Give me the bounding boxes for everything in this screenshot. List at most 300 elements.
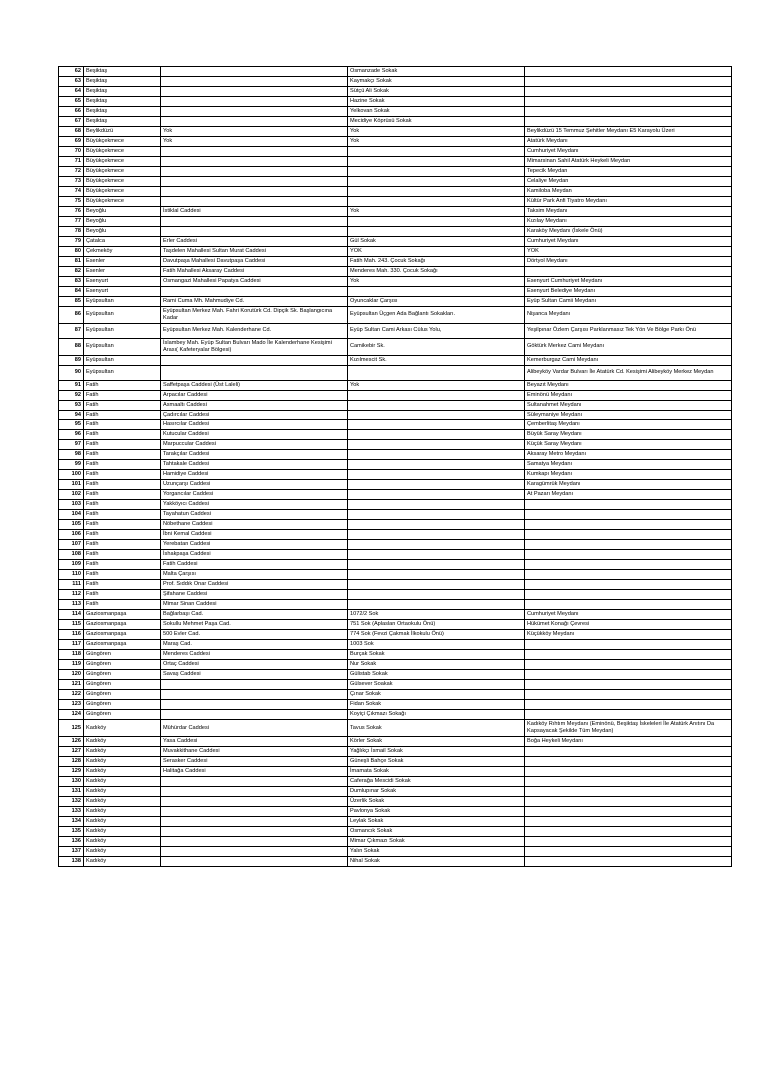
cell-no: 126	[59, 736, 84, 746]
cell-no: 100	[59, 470, 84, 480]
cell-sokak: Camikebir Sk.	[348, 338, 525, 355]
cell-cadde	[161, 806, 348, 816]
table-row	[59, 116, 732, 126]
table-row	[59, 806, 732, 816]
cell-meydan	[525, 700, 732, 710]
table-row	[59, 470, 732, 480]
cell-no: 65	[59, 96, 84, 106]
cell-ilce: Beşiktaş	[84, 86, 161, 96]
cell-ilce: Fatih	[84, 590, 161, 600]
table-row	[59, 630, 732, 640]
cell-no: 95	[59, 420, 84, 430]
cell-no: 122	[59, 690, 84, 700]
cell-no: 62	[59, 67, 84, 77]
cell-cadde	[161, 156, 348, 166]
table-row	[59, 570, 732, 580]
cell-no: 79	[59, 236, 84, 246]
table-row	[59, 540, 732, 550]
table-row	[59, 390, 732, 400]
table-row	[59, 430, 732, 440]
cell-no: 105	[59, 520, 84, 530]
table-row	[59, 96, 732, 106]
cell-cadde: Yakköyıcı Caddesi	[161, 500, 348, 510]
cell-cadde: Mimar Sinan Caddesi	[161, 600, 348, 610]
cell-ilce: Güngören	[84, 690, 161, 700]
table-row	[59, 490, 732, 500]
table-row	[59, 156, 732, 166]
cell-no: 102	[59, 490, 84, 500]
cell-sokak: Mecidiye Köprüsü Sokak	[348, 116, 525, 126]
cell-meydan	[525, 96, 732, 106]
table-row	[59, 355, 732, 365]
cell-ilce: Fatih	[84, 400, 161, 410]
cell-ilce: Kadıköy	[84, 796, 161, 806]
cell-sokak: Üzerlik Sokak	[348, 796, 525, 806]
cell-meydan	[525, 846, 732, 856]
table-row	[59, 67, 732, 77]
cell-no: 90	[59, 365, 84, 380]
cell-meydan: Esenyurt Belediye Meydanı	[525, 286, 732, 296]
table-row	[59, 286, 732, 296]
cell-cadde: Tarakçılar Caddesi	[161, 450, 348, 460]
address-table	[58, 66, 732, 867]
table-row	[59, 256, 732, 266]
cell-cadde	[161, 67, 348, 77]
cell-cadde: Davutpaşa Mahallesi Davutpaşa Caddesi	[161, 256, 348, 266]
cell-ilce: Beşiktaş	[84, 96, 161, 106]
cell-meydan: Kızılay Meydanı	[525, 216, 732, 226]
cell-sokak: Eyüp Sultan Cami Arkası Cülus Yolu,	[348, 323, 525, 338]
cell-meydan	[525, 836, 732, 846]
cell-ilce: Kadıköy	[84, 816, 161, 826]
cell-sokak	[348, 450, 525, 460]
table-row	[59, 520, 732, 530]
cell-sokak	[348, 570, 525, 580]
cell-sokak	[348, 560, 525, 570]
table-row	[59, 766, 732, 776]
cell-no: 82	[59, 266, 84, 276]
cell-no: 71	[59, 156, 84, 166]
cell-sokak	[348, 390, 525, 400]
cell-ilce: Kadıköy	[84, 720, 161, 737]
cell-cadde: Yok	[161, 136, 348, 146]
cell-meydan: Karagümrük Meydanı	[525, 480, 732, 490]
cell-no: 91	[59, 380, 84, 390]
table-row	[59, 400, 732, 410]
cell-meydan: Beyazıt Meydanı	[525, 380, 732, 390]
cell-ilce: Fatih	[84, 500, 161, 510]
cell-ilce: Beylikdüzü	[84, 126, 161, 136]
cell-cadde	[161, 176, 348, 186]
cell-meydan	[525, 660, 732, 670]
cell-no: 97	[59, 440, 84, 450]
cell-sokak	[348, 286, 525, 296]
cell-cadde: Malta Çarşısı	[161, 570, 348, 580]
cell-meydan: Küçük Saray Meydanı	[525, 440, 732, 450]
cell-meydan	[525, 756, 732, 766]
cell-cadde	[161, 710, 348, 720]
cell-cadde	[161, 680, 348, 690]
cell-meydan: Kadıköy Rıhtım Meydanı (Eminönü, Beşiktaş İskeleleri İle Atatürk Anıtını Da Kapsayacak Şekilde Tüm Meydan)	[525, 720, 732, 737]
cell-cadde: Sokullu Mehmet Paşa Cad.	[161, 620, 348, 630]
cell-meydan	[525, 550, 732, 560]
cell-sokak	[348, 590, 525, 600]
cell-cadde: Asmaaltı Caddesi	[161, 400, 348, 410]
cell-meydan	[525, 786, 732, 796]
cell-cadde	[161, 216, 348, 226]
cell-cadde: Savaş Caddesi	[161, 670, 348, 680]
cell-sokak	[348, 500, 525, 510]
cell-cadde	[161, 355, 348, 365]
cell-sokak: Eyüpsultan Üçgen Ada Bağlantı Sokakları.	[348, 306, 525, 323]
cell-sokak: İmamata Sokak	[348, 766, 525, 776]
cell-cadde: Yasa Caddesi	[161, 736, 348, 746]
cell-cadde	[161, 776, 348, 786]
cell-sokak	[348, 410, 525, 420]
cell-meydan: Atatürk Meydanı	[525, 136, 732, 146]
table-row	[59, 226, 732, 236]
table-row	[59, 266, 732, 276]
cell-cadde: Prof. Sıddık Onar Caddesi	[161, 580, 348, 590]
cell-meydan	[525, 816, 732, 826]
cell-meydan	[525, 826, 732, 836]
cell-ilce: Güngören	[84, 710, 161, 720]
cell-sokak	[348, 156, 525, 166]
cell-sokak	[348, 520, 525, 530]
table-row	[59, 826, 732, 836]
table-row	[59, 365, 732, 380]
cell-sokak: Gülsever Soakak	[348, 680, 525, 690]
cell-cadde: Maraş Cad.	[161, 640, 348, 650]
table-row	[59, 136, 732, 146]
cell-meydan	[525, 76, 732, 86]
cell-ilce: Gaziosmanpaşa	[84, 610, 161, 620]
cell-cadde: Tahtakale Caddesi	[161, 460, 348, 470]
cell-meydan	[525, 796, 732, 806]
cell-cadde: Fatih Mahallesi Aksaray Caddesi	[161, 266, 348, 276]
cell-sokak: 1072/2 Sok	[348, 610, 525, 620]
cell-no: 120	[59, 670, 84, 680]
table-row	[59, 796, 732, 806]
cell-sokak: Yağlıkçı İsmail Sokak	[348, 746, 525, 756]
cell-ilce: Gaziosmanpaşa	[84, 620, 161, 630]
cell-sokak	[348, 600, 525, 610]
cell-sokak	[348, 550, 525, 560]
cell-sokak: Yalın Sokak	[348, 846, 525, 856]
cell-sokak: Mimar Çıkmazı Sokak	[348, 836, 525, 846]
table-row	[59, 720, 732, 737]
cell-cadde: Muvakkithane Caddesi	[161, 746, 348, 756]
cell-cadde: Şifahane Caddesi	[161, 590, 348, 600]
cell-cadde: İbni Kemal Caddesi	[161, 530, 348, 540]
cell-ilce: Büyükçekmece	[84, 186, 161, 196]
cell-sokak: Yok	[348, 136, 525, 146]
cell-sokak: Burçak Sokak	[348, 650, 525, 660]
cell-no: 70	[59, 146, 84, 156]
cell-cadde	[161, 786, 348, 796]
cell-ilce: Beyoğlu	[84, 206, 161, 216]
cell-no: 96	[59, 430, 84, 440]
cell-ilce: Beşiktaş	[84, 76, 161, 86]
cell-ilce: Eyüpsultan	[84, 355, 161, 365]
cell-meydan: Celaliye Meydan	[525, 176, 732, 186]
cell-cadde	[161, 796, 348, 806]
cell-cadde	[161, 700, 348, 710]
cell-meydan: Mimarsinan Sahil Atatürk Heykeli Meydan	[525, 156, 732, 166]
cell-cadde: Tayahatun Caddesi	[161, 510, 348, 520]
cell-sokak: Çınar Sokak	[348, 690, 525, 700]
cell-ilce: Fatih	[84, 380, 161, 390]
cell-cadde	[161, 690, 348, 700]
cell-meydan	[525, 570, 732, 580]
cell-no: 89	[59, 355, 84, 365]
cell-ilce: Kadıköy	[84, 736, 161, 746]
table-row	[59, 323, 732, 338]
cell-cadde: Marpuccular Caddesi	[161, 440, 348, 450]
cell-ilce: Kadıköy	[84, 836, 161, 846]
table-row	[59, 736, 732, 746]
cell-meydan	[525, 510, 732, 520]
cell-meydan: Beylikdüzü 15 Temmuz Şehitler Meydanı E5 Karayolu Üzeri	[525, 126, 732, 136]
cell-cadde: Uzunçarşı Caddesi	[161, 480, 348, 490]
cell-meydan: Cumhuriyet Meydanı	[525, 236, 732, 246]
cell-ilce: Fatih	[84, 410, 161, 420]
table-row	[59, 440, 732, 450]
cell-meydan: YOK	[525, 246, 732, 256]
cell-ilce: Büyükçekmece	[84, 136, 161, 146]
table-row	[59, 670, 732, 680]
cell-meydan	[525, 856, 732, 866]
table-row	[59, 236, 732, 246]
cell-ilce: Fatih	[84, 450, 161, 460]
cell-meydan: Küçükköy Meydanı	[525, 630, 732, 640]
cell-ilce: Eyüpsultan	[84, 323, 161, 338]
table-row	[59, 600, 732, 610]
cell-sokak	[348, 430, 525, 440]
table-row	[59, 560, 732, 570]
cell-sokak	[348, 480, 525, 490]
table-row	[59, 276, 732, 286]
cell-cadde	[161, 816, 348, 826]
table-row	[59, 846, 732, 856]
cell-ilce: Eyüpsultan	[84, 306, 161, 323]
table-row	[59, 460, 732, 470]
cell-meydan	[525, 560, 732, 570]
cell-meydan: Cumhuriyet Meydanı	[525, 146, 732, 156]
cell-cadde: Yorgancılar Caddesi	[161, 490, 348, 500]
cell-ilce: Beşiktaş	[84, 106, 161, 116]
cell-no: 87	[59, 323, 84, 338]
cell-no: 63	[59, 76, 84, 86]
cell-no: 81	[59, 256, 84, 266]
table-row	[59, 76, 732, 86]
cell-cadde: Erler Caddesi	[161, 236, 348, 246]
cell-sokak	[348, 530, 525, 540]
table-row	[59, 196, 732, 206]
table-row	[59, 420, 732, 430]
cell-meydan: Karaköy Meydanı (İskele Önü)	[525, 226, 732, 236]
cell-sokak: Nur Sokak	[348, 660, 525, 670]
cell-ilce: Kadıköy	[84, 746, 161, 756]
table-row	[59, 186, 732, 196]
cell-meydan	[525, 690, 732, 700]
cell-no: 64	[59, 86, 84, 96]
cell-meydan	[525, 590, 732, 600]
cell-no: 123	[59, 700, 84, 710]
cell-ilce: Kadıköy	[84, 826, 161, 836]
cell-sokak: YOK	[348, 246, 525, 256]
cell-meydan: Göktürk Merkez Cami Meydanı	[525, 338, 732, 355]
table-row	[59, 776, 732, 786]
cell-no: 117	[59, 640, 84, 650]
cell-cadde	[161, 196, 348, 206]
table-row	[59, 176, 732, 186]
cell-cadde	[161, 76, 348, 86]
cell-no: 73	[59, 176, 84, 186]
cell-meydan: Kültür Park Anfi Tiyatro Meydanı	[525, 196, 732, 206]
cell-meydan: Kumkapı Meydanı	[525, 470, 732, 480]
cell-sokak: Tavus Sokak	[348, 720, 525, 737]
cell-ilce: Fatih	[84, 420, 161, 430]
cell-sokak: Hazine Sokak	[348, 96, 525, 106]
cell-cadde	[161, 826, 348, 836]
cell-meydan	[525, 500, 732, 510]
cell-ilce: Fatih	[84, 490, 161, 500]
cell-cadde: Eyüpsultan Merkez Mah. Kalenderhane Cd.	[161, 323, 348, 338]
table-row	[59, 510, 732, 520]
cell-no: 93	[59, 400, 84, 410]
cell-cadde: İslambey Mah. Eyüp Sultan Bulvarı Mado İle Kalenderhane Kesişimi Arası( Kafeteryalar Bölgesi)	[161, 338, 348, 355]
table-row	[59, 86, 732, 96]
cell-cadde	[161, 286, 348, 296]
table-row	[59, 610, 732, 620]
cell-no: 115	[59, 620, 84, 630]
cell-sokak: Körler Sokak	[348, 736, 525, 746]
cell-cadde: Saffetpaşa Caddesi (Üst Laleli)	[161, 380, 348, 390]
table-row	[59, 746, 732, 756]
cell-ilce: Çekmeköy	[84, 246, 161, 256]
cell-no: 74	[59, 186, 84, 196]
cell-no: 108	[59, 550, 84, 560]
cell-cadde: Serasker Caddesi	[161, 756, 348, 766]
cell-sokak: Fidan Sokak	[348, 700, 525, 710]
table-row	[59, 590, 732, 600]
cell-no: 132	[59, 796, 84, 806]
cell-ilce: Beyoğlu	[84, 216, 161, 226]
cell-sokak: Leylak Sokak	[348, 816, 525, 826]
cell-no: 67	[59, 116, 84, 126]
cell-meydan	[525, 580, 732, 590]
cell-cadde: Hasırcılar Caddesi	[161, 420, 348, 430]
cell-no: 83	[59, 276, 84, 286]
cell-meydan: Kemerburgaz Cami Meydanı	[525, 355, 732, 365]
cell-ilce: Eyüpsultan	[84, 338, 161, 355]
cell-ilce: Kadıköy	[84, 806, 161, 816]
table-row	[59, 620, 732, 630]
table-row	[59, 816, 732, 826]
cell-ilce: Fatih	[84, 570, 161, 580]
cell-sokak: Kızılmescit Sk.	[348, 355, 525, 365]
cell-sokak: Osmanzade Sokak	[348, 67, 525, 77]
cell-no: 88	[59, 338, 84, 355]
cell-no: 66	[59, 106, 84, 116]
cell-cadde: Rami Cuma Mh. Mahmudiye Cd.	[161, 296, 348, 306]
cell-sokak: 1003 Sok	[348, 640, 525, 650]
cell-no: 107	[59, 540, 84, 550]
cell-cadde	[161, 166, 348, 176]
cell-meydan: Hükümet Konağı Çevresi	[525, 620, 732, 630]
cell-no: 111	[59, 580, 84, 590]
cell-ilce: Kadıköy	[84, 766, 161, 776]
cell-meydan	[525, 746, 732, 756]
cell-ilce: Kadıköy	[84, 786, 161, 796]
cell-no: 103	[59, 500, 84, 510]
table-row	[59, 700, 732, 710]
cell-ilce: Kadıköy	[84, 856, 161, 866]
cell-sokak	[348, 186, 525, 196]
cell-no: 84	[59, 286, 84, 296]
cell-cadde	[161, 226, 348, 236]
table-row	[59, 530, 732, 540]
cell-ilce: Fatih	[84, 470, 161, 480]
cell-no: 85	[59, 296, 84, 306]
cell-cadde: Fatih Caddesi	[161, 560, 348, 570]
cell-ilce: Esenler	[84, 266, 161, 276]
cell-meydan	[525, 520, 732, 530]
cell-meydan	[525, 266, 732, 276]
cell-ilce: Fatih	[84, 580, 161, 590]
cell-sokak: Dumlupınar Sokak	[348, 786, 525, 796]
cell-no: 109	[59, 560, 84, 570]
cell-sokak: Koyiçi Çıkmazı Sokağı	[348, 710, 525, 720]
cell-no: 92	[59, 390, 84, 400]
cell-sokak: Menderes Mah. 330. Çocuk Sokağı	[348, 266, 525, 276]
table-row	[59, 640, 732, 650]
cell-ilce: Güngören	[84, 680, 161, 690]
table-row	[59, 480, 732, 490]
cell-meydan	[525, 116, 732, 126]
cell-ilce: Kadıköy	[84, 776, 161, 786]
cell-no: 99	[59, 460, 84, 470]
cell-meydan	[525, 680, 732, 690]
cell-ilce: Güngören	[84, 660, 161, 670]
cell-cadde: Bağlarbaşı Cad.	[161, 610, 348, 620]
cell-meydan: Taksim Meydanı	[525, 206, 732, 216]
cell-cadde	[161, 365, 348, 380]
cell-meydan: Alibeyköy Vardar Bulvarı İle Atatürk Cd. Kesişimi Alibeyköy Merkez Meydan	[525, 365, 732, 380]
table-row	[59, 306, 732, 323]
cell-ilce: Fatih	[84, 460, 161, 470]
cell-cadde: 500 Evler Cad.	[161, 630, 348, 640]
cell-no: 76	[59, 206, 84, 216]
cell-no: 128	[59, 756, 84, 766]
cell-cadde: Taşdelen Mahallesi Sultan Murat Caddesi	[161, 246, 348, 256]
cell-sokak: 774 Sok (Fevzi Çakmak İlkokulu Önü)	[348, 630, 525, 640]
cell-no: 138	[59, 856, 84, 866]
cell-cadde: Osmangazi Mahallesi Papatya Caddesi	[161, 276, 348, 286]
cell-no: 134	[59, 816, 84, 826]
cell-no: 106	[59, 530, 84, 540]
cell-cadde: Hamidiye Caddesi	[161, 470, 348, 480]
table-row	[59, 296, 732, 306]
cell-meydan: Sultanahmet Meydanı	[525, 400, 732, 410]
cell-meydan: Eminönü Meydanı	[525, 390, 732, 400]
cell-sokak: Güneşli Bahçe Sokak	[348, 756, 525, 766]
table-row	[59, 836, 732, 846]
cell-sokak	[348, 540, 525, 550]
cell-meydan	[525, 650, 732, 660]
cell-cadde: Yok	[161, 126, 348, 136]
